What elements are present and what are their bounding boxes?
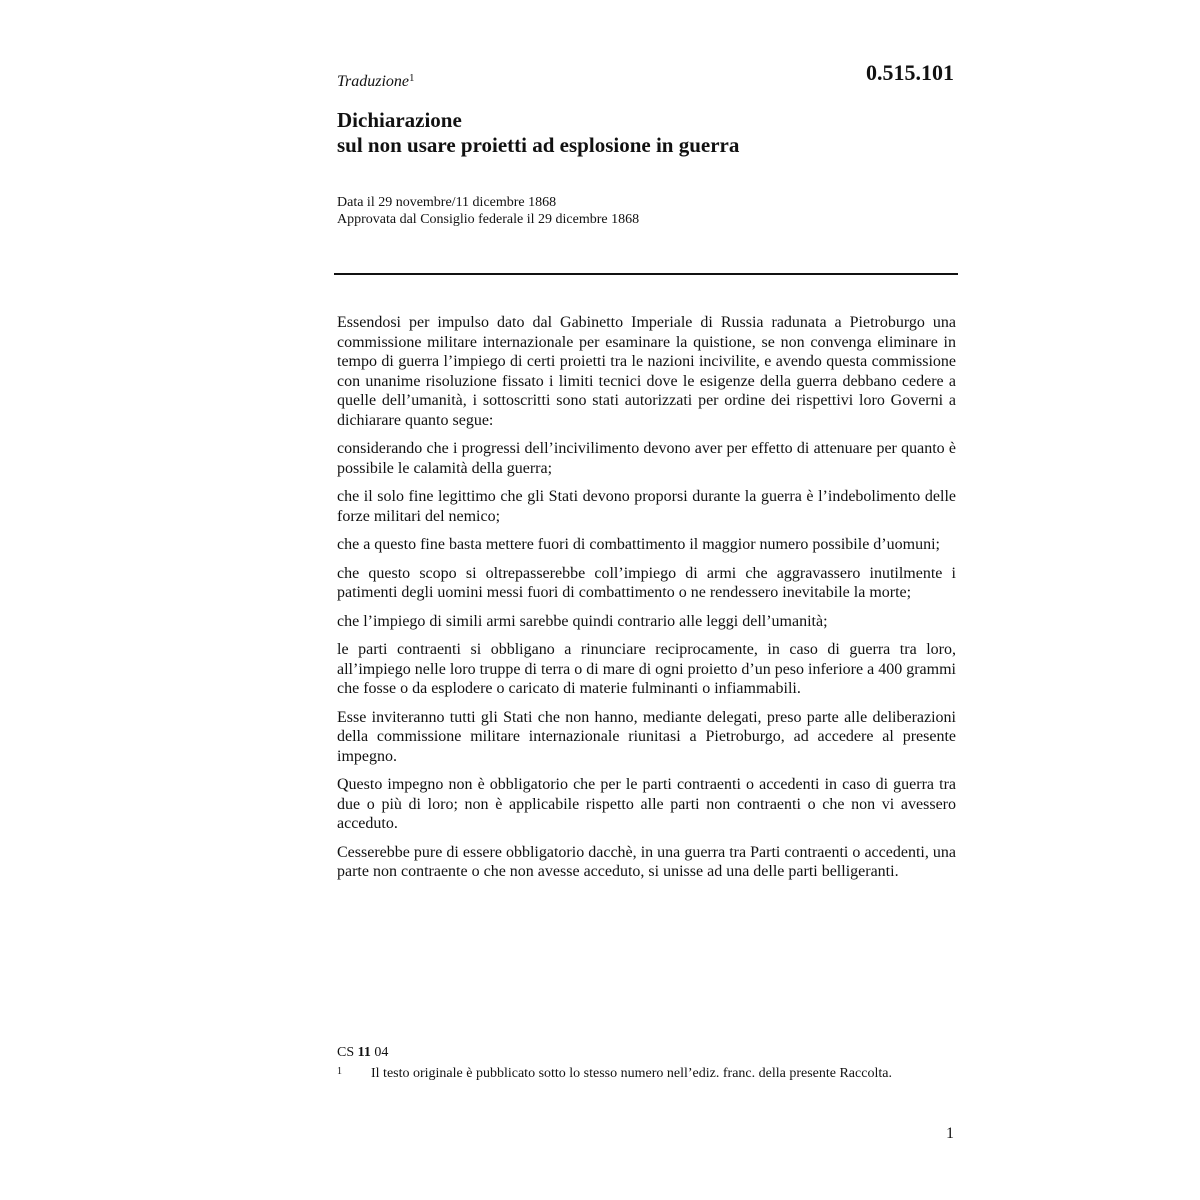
compilation-reference (337, 1045, 388, 1061)
footnote (337, 1065, 937, 1082)
document-title (337, 108, 739, 158)
body-paragraph: Questo impegno non è obbligatorio che per le parti contraenti o accedenti in caso di guerra tra due o più di loro; non è applicabile rispetto alle parti non contraenti o che non vi avessero acceduto. (337, 776, 956, 832)
cs-suffix: 04 (374, 1045, 389, 1060)
date-approved: Approvata dal Consiglio federale il 29 dicembre 1868 (337, 212, 640, 227)
cs-volume: 11 (357, 1045, 371, 1060)
cs-prefix: CS (337, 1045, 355, 1060)
document-body (337, 313, 956, 891)
page-number: 1 (946, 1125, 954, 1142)
document-title-line-2: sul non usare proietti ad esplosione in guerra (337, 133, 740, 157)
body-paragraph: Essendosi per impulso dato dal Gabinetto Imperiale di Russia radunata a Pietroburgo una commissione militare internazionale per esaminare la quistione, se non convenga eliminare in tempo di guerra l’impiego di certi proietti tra le nazioni incivilite, e avendo questa commissione con unanime risoluzione fissato i limiti tecnici dove le esigenze della guerra debbano cedere a quelle dell’umanità, i sottoscritti sono stati autorizzati per ordine dei rispettivi loro Governi a dichiarare quanto segue: (337, 314, 956, 429)
body-paragraph: Cesserebbe pure di essere obbligatorio dacchè, in una guerra tra Parti contraenti o accedenti, una parte non contraente o che non avesse acceduto, si unisse ad una delle parti belligeranti. (337, 843, 956, 880)
body-paragraph: che a questo fine basta mettere fuori di combattimento il maggior numero possibile d’uomuni; (337, 536, 940, 553)
serial-number: 0.515.101 (866, 60, 954, 85)
body-paragraph: le parti contraenti si obbligano a rinunciare reciprocamente, in caso di guerra tra loro, all’impiego nelle loro truppe di terra o di mare di ogni proietto d’un peso inferiore a 400 grammi che fosse o da esplodere o caricato di materie fulminanti o infiammabili. (337, 641, 956, 697)
date-block (337, 194, 639, 228)
translation-label (337, 73, 415, 91)
body-paragraph: che il solo fine legittimo che gli Stati devono proporsi durante la guerra è l’indebolimento delle forze militari del nemico; (337, 488, 956, 525)
body-paragraph: considerando che i progressi dell’incivilimento devono aver per effetto di attenuare per quanto è possibile le calamità della guerra; (337, 440, 956, 477)
translation-label-text: Traduzione (337, 73, 410, 90)
document-title-line-1: Dichiarazione (337, 108, 462, 132)
footnote-mark: 1 (337, 1066, 342, 1077)
date-given: Data il 29 novembre/11 dicembre 1868 (337, 195, 557, 210)
footnote-reference-mark: 1 (409, 72, 415, 84)
body-paragraph: che questo scopo si oltrepasserebbe coll’impiego di armi che aggravassero inutilmente i patimenti degli uomini messi fuori di combattimento o ne rendessero inevitabile la morte; (337, 564, 956, 601)
body-paragraph: che l’impiego di simili armi sarebbe quindi contrario alle leggi dell’umanità; (337, 612, 828, 630)
header-divider (334, 273, 958, 275)
footnote-text: Il testo originale è pubblicato sotto lo stesso numero nell’ediz. franc. della presente Raccolta. (371, 1066, 892, 1081)
body-paragraph: Esse inviteranno tutti gli Stati che non hanno, mediante delegati, preso parte alle deliberazioni della commissione militare internazionale riunitasi a Pietroburgo, ad accedere al presente impegno. (337, 708, 956, 765)
